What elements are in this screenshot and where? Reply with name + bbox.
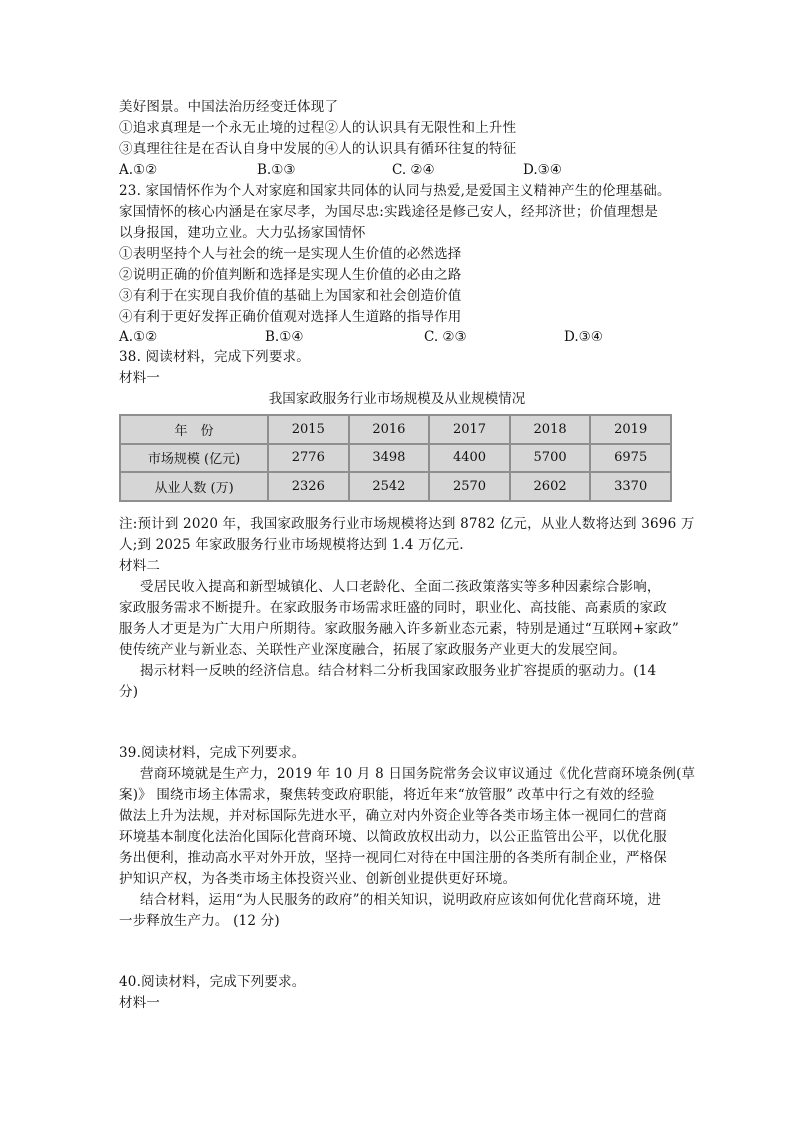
year-cell: 2017 <box>429 415 510 444</box>
q38-question-2: 分) <box>119 684 139 700</box>
table-caption: 我国家政服务行业市场规模及从业规模情况 <box>268 391 526 407</box>
header-year-label: 年 份 <box>120 415 268 444</box>
year-cell: 2018 <box>510 415 591 444</box>
year-cell: 2019 <box>590 415 671 444</box>
q23-option-1: ①表明坚持个人与社会的统一是实现人生价值的必然选择 <box>119 246 462 262</box>
q38-question-1: 揭示材料一反映的经济信息。结合材料二分析我国家政服务业扩容提质的驱动力。(14 <box>140 663 657 679</box>
year-cell: 2015 <box>268 415 349 444</box>
q23-option-4: ④有利于更好发挥正确价值观对选择人生道路的指导作用 <box>119 309 462 325</box>
q39-heading: 39.阅读材料，完成下列要求。 <box>119 745 306 761</box>
q38-heading: 38. 阅读材料，完成下列要求。 <box>119 349 310 365</box>
table-cell: 2542 <box>349 472 430 501</box>
q23-option-3: ③有利于在实现自我价值的基础上为国家和社会创造价值 <box>119 288 462 304</box>
q22-options-line-2: ③真理往往是在否认自身中发展的④人的认识具有循环往复的特征 <box>119 141 517 157</box>
q39-para-2: 案)》 围绕市场主体需求，聚焦转变政府职能，将近年来“放管服” 改革中行之有效的经验 <box>119 787 655 803</box>
material-2-label: 材料二 <box>119 558 161 574</box>
table-cell: 2602 <box>510 472 591 501</box>
table-cell: 3370 <box>590 472 671 501</box>
material-2-para-3: 服务人才更是为广大用户所期待。家政服务融入许多新业态元素，特别是通过“互联网+家政” <box>119 621 680 637</box>
q22-choice-b: B.①③ <box>257 162 296 178</box>
q22-stem-end: 美好图景。中国法治历经变迁体现了 <box>119 99 339 115</box>
q23-stem-1: 23. 家国情怀作为个人对家庭和国家共同体的认同与热爱,是爱国主义精神产生的伦理基础。 <box>119 183 671 199</box>
table-row <box>120 444 671 473</box>
table-note-2: 人;到 2025 年家政服务行业市场规模将达到 1.4 万亿元. <box>119 537 464 553</box>
q23-choice-d: D.③④ <box>564 329 603 345</box>
q23-choice-a: A.①② <box>119 329 158 345</box>
table-cell: 2570 <box>429 472 510 501</box>
q22-choice-c: C. ②④ <box>392 162 435 178</box>
table-cell: 2776 <box>268 444 349 473</box>
q40-material-1-label: 材料一 <box>119 995 161 1011</box>
year-cell: 2016 <box>349 415 430 444</box>
q22-options-line-1: ①追求真理是一个永无止境的过程②人的认识具有无限性和上升性 <box>119 120 517 136</box>
table-cell: 6975 <box>590 444 671 473</box>
table-cell: 4400 <box>429 444 510 473</box>
q22-choice-a: A.①② <box>119 162 158 178</box>
q39-para-3: 做法上升为法规，并对标国际先进水平，确立对内外资企业等各类市场主体一视同仁的营商 <box>119 808 667 824</box>
material-1-label: 材料一 <box>119 370 161 386</box>
material-2-para-4: 使传统产业与新业态、关联性产业深度融合，拓展了家政服务产业更大的发展空间。 <box>119 642 626 658</box>
row-label: 从业人数 (万) <box>120 472 268 501</box>
table-cell: 5700 <box>510 444 591 473</box>
q39-para-6: 护知识产权，为各类市场主体投资兴业、创新创业提供更好环境。 <box>119 871 517 887</box>
table-header-row <box>120 415 671 444</box>
row-label: 市场规模 (亿元) <box>120 444 268 473</box>
table-cell: 3498 <box>349 444 430 473</box>
q39-para-5: 务出便利，推动高水平对外开放，坚持一视同仁对待在中国注册的各类所有制企业，严格保 <box>119 850 667 866</box>
q23-stem-3: 以身报国，建功立业。大力弘扬家国情怀 <box>119 225 366 241</box>
market-table <box>119 414 672 502</box>
material-2-para-2: 家政服务需求不断提升。在家政服务市场需求旺盛的同时，职业化、高技能、高素质的家政 <box>119 600 667 616</box>
q39-question-2: 一步释放生产力。 (12 分) <box>119 913 280 929</box>
q40-heading: 40.阅读材料，完成下列要求。 <box>119 974 306 990</box>
q22-choice-d: D.③④ <box>523 162 562 178</box>
q39-para-4: 环境基本制度化法治化国际化营商环境、以简政放权出动力，以公正监管出公平，以优化服 <box>119 829 667 845</box>
material-2-para-1: 受居民收入提高和新型城镇化、人口老龄化、全面二孩政策落实等多种因素综合影响， <box>140 579 661 595</box>
table-cell: 2326 <box>268 472 349 501</box>
q23-choice-c: C. ②③ <box>424 329 467 345</box>
table-note-1: 注:预计到 2020 年，我国家政服务行业市场规模将达到 8782 亿元，从业人数将达到 3696 万 <box>119 516 695 532</box>
q39-question-1: 结合材料，运用“为人民服务的政府”的相关知识，说明政府应该如何优化营商环境，进 <box>140 892 662 908</box>
table-row <box>120 472 671 501</box>
q39-para-1: 营商环境就是生产力，2019 年 10 月 8 日国务院常务会议审议通过《优化营商环境条例(草 <box>140 766 696 782</box>
q23-option-2: ②说明正确的价值判断和选择是实现人生价值的必由之路 <box>119 267 462 283</box>
q23-stem-2: 家国情怀的核心内涵是在家尽孝，为国尽忠:实践途径是修己安人，经邦济世；价值理想是 <box>119 204 659 220</box>
q23-choice-b: B.①④ <box>265 329 304 345</box>
